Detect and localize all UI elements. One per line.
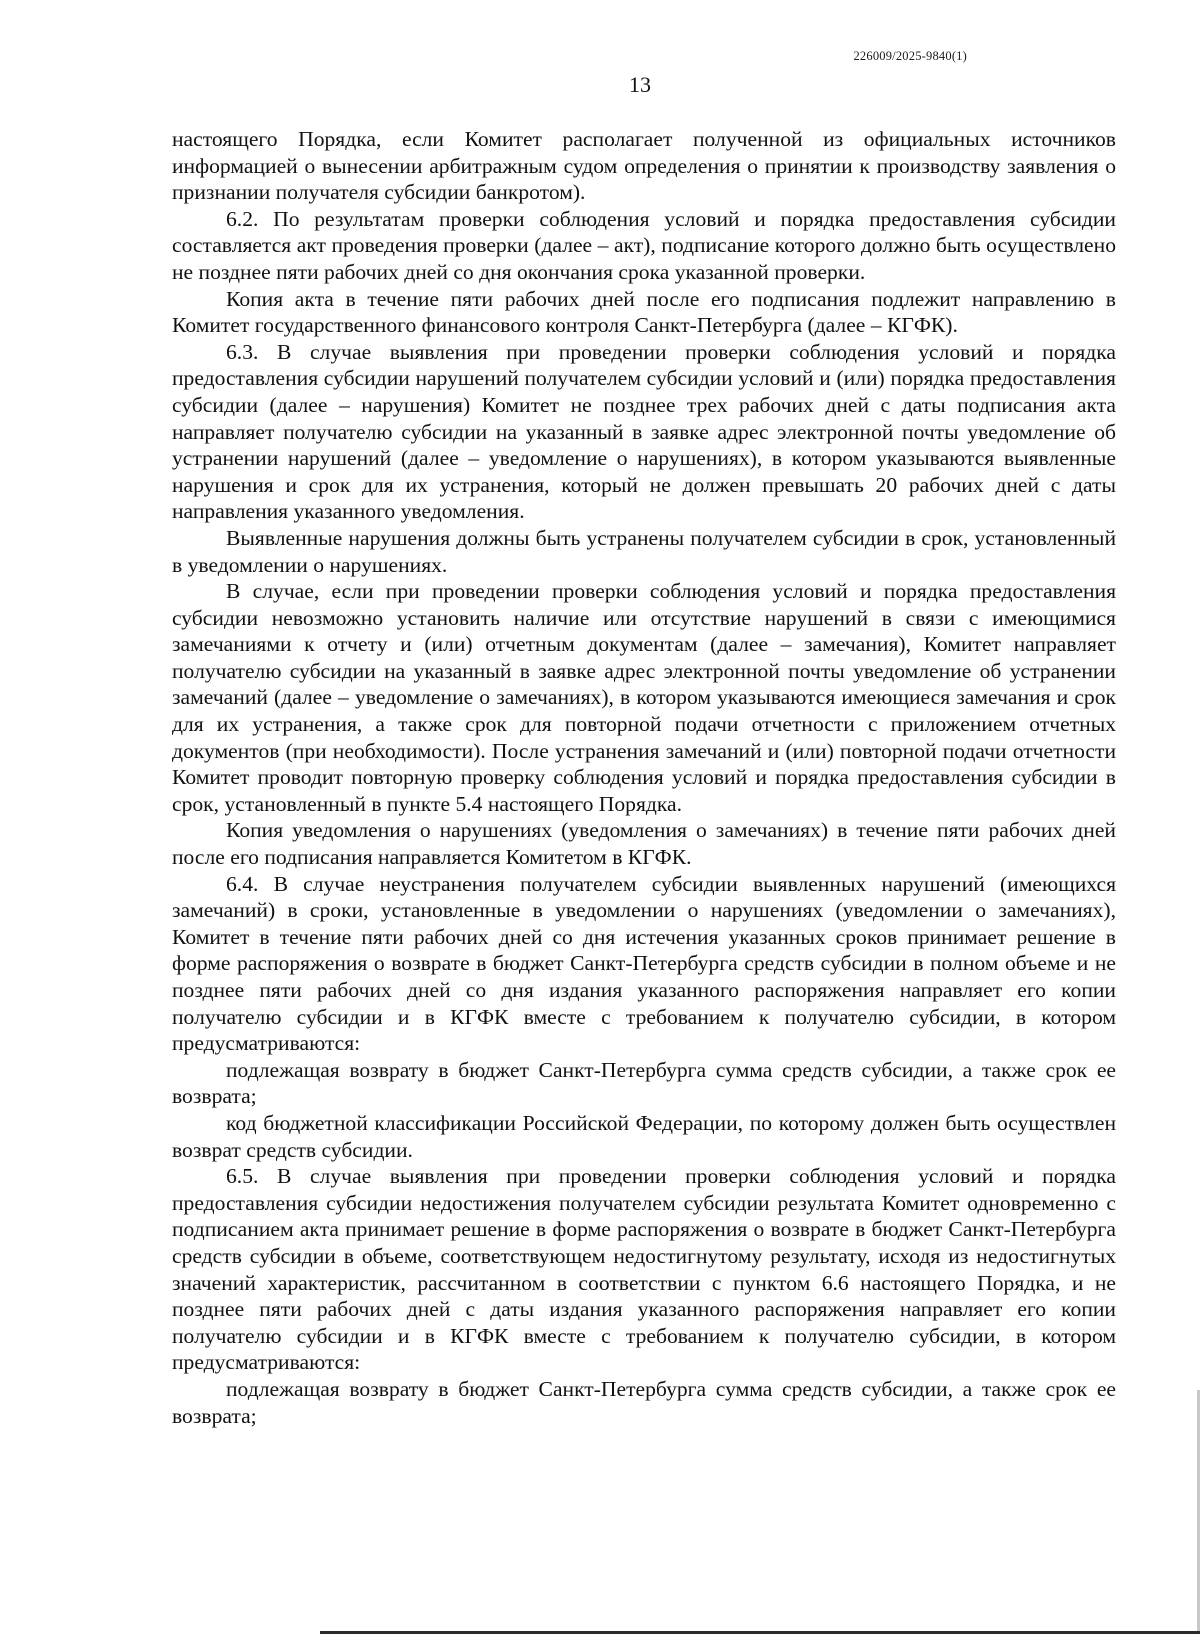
paragraph-refund-sum-1: подлежащая возврату в бюджет Санкт-Петербурга сумма средств субсидии, а также срок ее возврата; [172,1057,1116,1109]
document-body [172,126,1116,1429]
paragraph-budget-code: код бюджетной классификации Российской Федерации, по которому должен быть осуществлен возврат средств субсидии. [172,1110,1116,1162]
paragraph-remarks: В случае, если при проведении проверки соблюдения условий и порядка предоставления субсидии невозможно установить наличие или отсутствие нарушений в связи с имеющимися замечаниями к отчету и (или) отчетным документам (далее – замечания), Комитет направляет получателю субсидии на указанный в заявке адрес электронной почты уведомление об устранении замечаний (далее – уведомление о замечаниях), в котором указываются имеющиеся замечания и срок для их устранения, а также срок для повторной подачи отчетности с приложением отчетных документов (при необходимости). После устранения замечаний и (или) повторной подачи отчетности Комитет проводит повторную проверку соблюдения условий и порядка предоставления субсидии в срок, установленный в пункте 5.4 настоящего Порядка. [172,579,1116,816]
paragraph-continuation: настоящего Порядка, если Комитет располагает полученной из официальных источников информацией о вынесении арбитражным судом определения о принятии к производству заявления о признании получателя субсидии банкротом). [172,127,1116,205]
page-number: 13 [629,72,651,97]
paragraph-6-4: 6.4. В случае неустранения получателем субсидии выявленных нарушений (имеющихся замечаний) в сроки, установленные в уведомлении о нарушениях (уведомлении о замечаниях), Комитет в течение пяти рабочих дней со дня истечения указанных сроков принимает решение в форме распоряжения о возврате в бюджет Санкт-Петербурга средств субсидии в полном объеме и не позднее пяти рабочих дней со дня издания указанного распоряжения направляет его копии получателю субсидии и в КГФК вместе с требованием к получателю субсидии, в котором предусматриваются: [172,871,1116,1056]
paragraph-6-5: 6.5. В случае выявления при проведении проверки соблюдения условий и порядка предоставления субсидии недостижения получателем субсидии результата Комитет одновременно с подписанием акта принимает решение в форме распоряжения о возврате в бюджет Санкт-Петербурга средств субсидии в объеме, соответствующем недостигнутому результату, исходя из недостигнутых значений характеристик, рассчитанном в соответствии с пунктом 6.6 настоящего Порядка, и не позднее пяти рабочих дней с даты издания указанного распоряжения направляет его копии получателю субсидии и в КГФК вместе с требованием к получателю субсидии, в котором предусматриваются: [172,1164,1116,1375]
paragraph-6-2: 6.2. По результатам проверки соблюдения условий и порядка предоставления субсидии составляется акт проведения проверки (далее – акт), подписание которого должно быть осуществлено не позднее пяти рабочих дней со дня окончания срока указанной проверки. [172,206,1116,284]
paragraph-notice-copy: Копия уведомления о нарушениях (уведомления о замечаниях) в течение пяти рабочих дней после его подписания направляется Комитетом в КГФК. [172,818,1116,870]
paragraph-refund-sum-2: подлежащая возврату в бюджет Санкт-Петербурга сумма средств субсидии, а также срок ее возврата; [172,1376,1116,1428]
paragraph-violations-fix: Выявленные нарушения должны быть устранены получателем субсидии в срок, установленный в уведомлении о нарушениях. [172,525,1116,577]
paragraph-act-copy: Копия акта в течение пяти рабочих дней после его подписания подлежит направлению в Комитет государственного финансового контроля Санкт-Петербурга (далее – КГФК). [172,286,1116,338]
paragraph-6-3: 6.3. В случае выявления при проведении проверки соблюдения условий и порядка предоставления субсидии нарушений получателем субсидии условий и (или) порядка предоставления субсидии (далее – нарушения) Комитет не позднее трех рабочих дней с даты подписания акта направляет получателю субсидии на указанный в заявке адрес электронной почты уведомление об устранении нарушений (далее – уведомление о нарушениях), в котором указываются выявленные нарушения и срок для их устранения, который не должен превышать 20 рабочих дней с даты направления указанного уведомления. [172,339,1116,524]
document-id: 226009/2025-9840(1) [853,49,967,63]
